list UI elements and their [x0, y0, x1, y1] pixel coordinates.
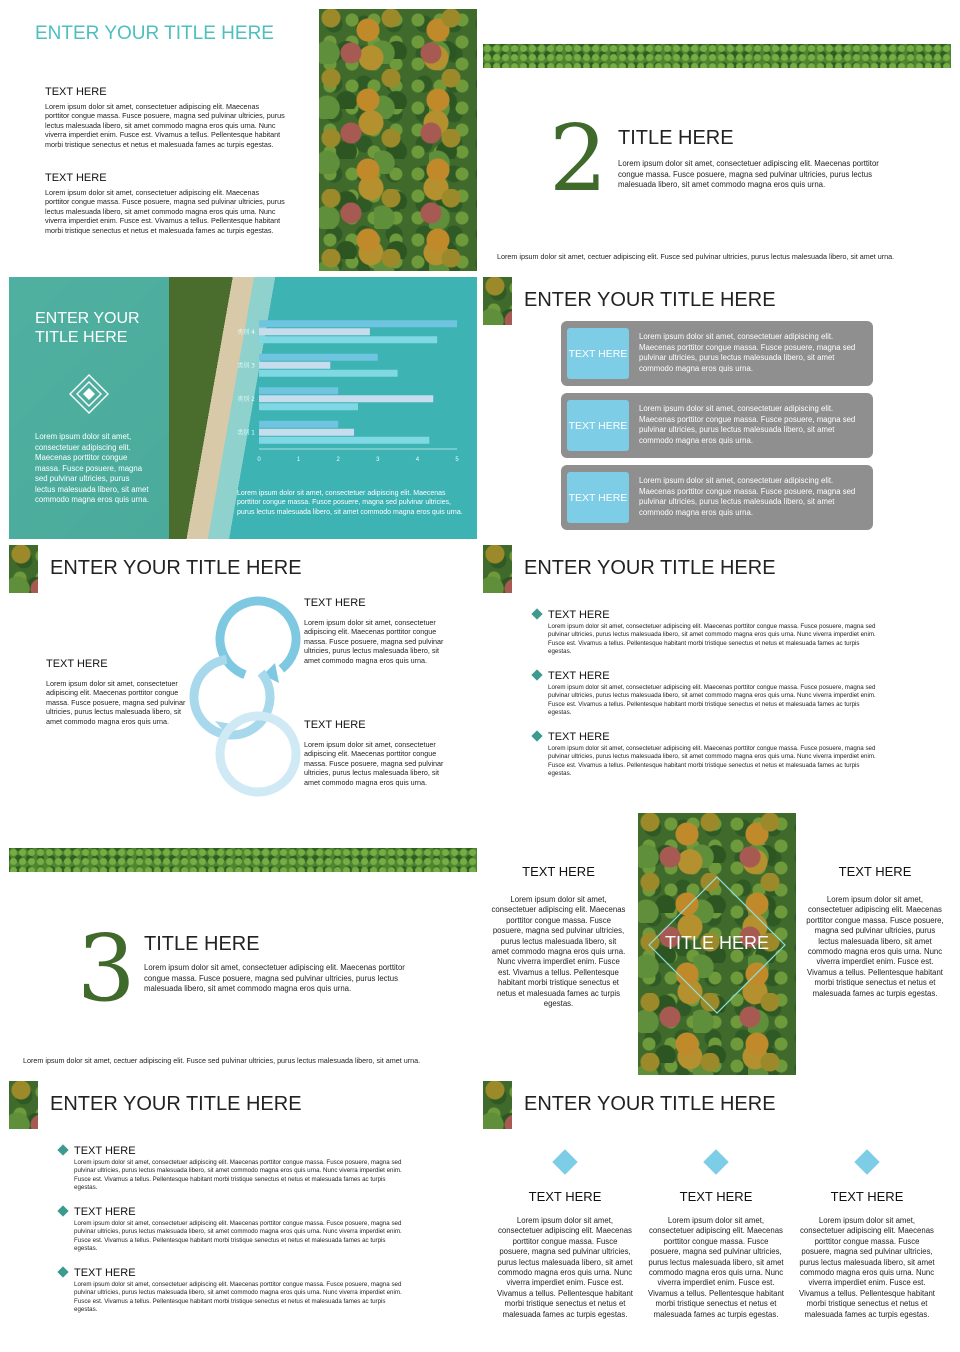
info-box-3	[561, 465, 873, 530]
bullet-item-1	[533, 609, 883, 657]
slide-7-body: Lorem ipsum dolor sit amet, consectetuer adipiscing elit. Maecenas porttitor congue massa. Fusce posuere, magna sed pulvinar ultricies, purus lectus malesuada libero, sit amet commodo magna eros quis urna.	[144, 963, 405, 993]
block-body: Lorem ipsum dolor sit amet, consectetuer adipiscing elit. Maecenas porttitor congue massa. Fusce posuere, magna sed pulvinar ultricies, purus lectus malesuada libero, sit amet commodo magna eros quis urna. Nunc viverra imperdiet enim. Fusce est. Vivamus a tellus. Pellentesque habitant morbi tristique senectus et netus et malesuada fames ac turpis egestas.	[45, 102, 285, 149]
slide-4	[483, 277, 951, 539]
chart-caption: Lorem ipsum dolor sit amet, consectetuer adipiscing elit. Maecenas porttitor congue massa. Fusce posuere, magna sed pulvinar ultricies, purus lectus malesuada libero, sit amet commodo magna eros quis urna.	[237, 490, 463, 516]
diamond-bullet-icon	[57, 1205, 68, 1216]
bar	[259, 395, 433, 402]
block-heading: TEXT HERE	[45, 86, 107, 98]
bullet-item-2	[533, 670, 883, 718]
slide-6-title: ENTER YOUR TITLE HERE	[524, 557, 776, 579]
info-box-text: Lorem ipsum dolor sit amet, consectetuer adipiscing elit. Maecenas porttitor congue massa. Fusce posuere, magna sed pulvinar ultricies, purus lectus malesuada libero, sit amet commodo magna eros quis urna.	[639, 332, 856, 373]
cycle-block-top	[304, 597, 444, 665]
column-body: Lorem ipsum dolor sit amet, consectetuer adipiscing elit. Maecenas porttitor congue massa. Fusce posuere, magna sed pulvinar ultricies, purus lectus malesuada libero, sit amet commodo magna eros quis urna. Nunc viverra imperdiet enim. Fusce est. Vivamus a tellus. Pellentesque habitant morbi tristique senectus et netus et malesuada fames ac turpis egestas.	[491, 895, 626, 1009]
x-tick-label: 2	[336, 457, 340, 463]
column-body: Lorem ipsum dolor sit amet, consectetuer adipiscing elit. Maecenas porttitor congue massa. Fusce posuere, magna sed pulvinar ultricies, purus lectus malesuada libero, sit amet commodo magna eros quis urna. Nunc viverra imperdiet enim. Fusce est. Vivamus a tellus. Pellentesque habitant morbi tristique senectus et netus et malesuada fames ac turpis egestas.	[648, 1216, 784, 1319]
info-box-text: Lorem ipsum dolor sit amet, consectetuer adipiscing elit. Maecenas porttitor congue massa. Fusce posuere, magna sed pulvinar ultricies, purus lectus malesuada libero, sit amet commodo magna eros quis urna.	[639, 404, 856, 445]
bullet-heading: TEXT HERE	[74, 1145, 136, 1157]
slide-5	[9, 545, 477, 807]
feature-column-1	[497, 1149, 633, 1320]
bar	[259, 437, 429, 444]
column-heading: TEXT HERE	[838, 864, 912, 879]
slide-4-title: ENTER YOUR TITLE HERE	[524, 289, 776, 311]
column-body: Lorem ipsum dolor sit amet, consectetuer adipiscing elit. Maecenas porttitor congue massa. Fusce posuere, magna sed pulvinar ultricies, purus lectus malesuada libero, sit amet commodo magna eros quis urna. Nunc viverra imperdiet enim. Fusce est. Vivamus a tellus. Pellentesque habitant morbi tristique senectus et netus et malesuada fames ac turpis egestas.	[806, 895, 944, 998]
bullet-heading: TEXT HERE	[74, 1267, 136, 1279]
slide-1-block-1	[45, 86, 285, 149]
bar	[259, 336, 437, 343]
block-heading: TEXT HERE	[45, 172, 107, 184]
bar-chart	[169, 277, 477, 477]
category-label: 类别 4	[237, 328, 255, 336]
slide-3-title-2: TITLE HERE	[35, 329, 128, 346]
block-heading: TEXT HERE	[304, 597, 366, 609]
block-body: Lorem ipsum dolor sit amet, consectetuer adipiscing elit. Maecenas porttitor congue massa. Fusce posuere, magna sed pulvinar ultricies, purus lectus malesuada libero, sit amet commodo magna eros quis urna.	[304, 740, 444, 787]
diamond-bullet-icon	[531, 608, 542, 619]
info-box-label: TEXT HERE	[567, 328, 629, 379]
slide-9-title: ENTER YOUR TITLE HERE	[50, 1093, 302, 1115]
slide-2	[483, 9, 951, 271]
slide-7	[9, 813, 477, 1075]
category-label: 类别 3	[237, 362, 255, 370]
forest-thumbnail	[483, 277, 512, 325]
bar	[259, 354, 378, 361]
feature-column-2	[648, 1149, 784, 1320]
bar	[259, 362, 330, 369]
column-heading: TEXT HERE	[679, 1189, 753, 1204]
slide-10-title: ENTER YOUR TITLE HERE	[524, 1093, 776, 1115]
bullet-body: Lorem ipsum dolor sit amet, consectetuer adipiscing elit. Maecenas porttitor congue massa. Fusce posuere, magna sed pulvinar ultricies, purus lectus malesuada libero, sit amet commodo magna eros quis urna. Nunc viverra imperdiet enim. Fusce est. Vivamus a tellus. Pellentesque habitant morbi tristique senectus et netus et malesuada fames ac turpis egestas.	[548, 745, 876, 778]
slide-7-footer: Lorem ipsum dolor sit amet, cectuer adipiscing elit. Fusce sed pulvinar ultricies, purus lectus malesuada libero, sit amet urna.	[23, 1056, 421, 1065]
diamond-bullet-icon	[57, 1266, 68, 1277]
bar	[259, 370, 398, 377]
slide-5-title: ENTER YOUR TITLE HERE	[50, 557, 302, 579]
bullet-body: Lorem ipsum dolor sit amet, consectetuer adipiscing elit. Maecenas porttitor congue massa. Fusce posuere, magna sed pulvinar ultricies, purus lectus malesuada libero, sit amet commodo magna eros quis urna. Nunc viverra imperdiet enim. Fusce est. Vivamus a tellus. Pellentesque habitant morbi tristique senectus et netus et malesuada fames ac turpis egestas.	[74, 1159, 402, 1192]
bar	[259, 320, 457, 327]
bullet-body: Lorem ipsum dolor sit amet, consectetuer adipiscing elit. Maecenas porttitor congue massa. Fusce posuere, magna sed pulvinar ultricies, purus lectus malesuada libero, sit amet commodo magna eros quis urna. Nunc viverra imperdiet enim. Fusce est. Vivamus a tellus. Pellentesque habitant morbi tristique senectus et netus et malesuada fames ac turpis egestas.	[548, 623, 876, 656]
forest-thumbnail	[9, 1081, 38, 1129]
forest-thumbnail	[9, 545, 38, 593]
slide-3-body: Lorem ipsum dolor sit amet, consectetuer adipiscing elit. Maecenas porttitor congue massa. Fusce posuere, magna sed pulvinar ultricies, purus lectus malesuada libero, sit amet commodo magna eros quis urna.	[35, 432, 149, 504]
section-numeral: 2	[549, 105, 608, 212]
cycle-arrows-icon	[179, 593, 309, 803]
forest-strip	[483, 44, 951, 68]
cycle-block-left	[46, 658, 186, 726]
slide-9	[9, 1081, 477, 1343]
slide-7-title: TITLE HERE	[144, 933, 260, 955]
block-heading: TEXT HERE	[304, 719, 366, 731]
column-heading: TEXT HERE	[830, 1189, 904, 1204]
side-column-right	[806, 864, 944, 999]
category-label: 类别 1	[237, 429, 255, 437]
x-tick-label: 0	[257, 457, 261, 463]
slide-3-title-1: ENTER YOUR	[35, 310, 140, 327]
section-numeral: 3	[77, 915, 136, 1022]
side-column-left	[491, 864, 626, 1009]
diamond-bullet-icon	[57, 1144, 68, 1155]
bar	[259, 403, 358, 410]
slide-2-title: TITLE HERE	[618, 127, 734, 149]
slide-6	[483, 545, 951, 807]
diamond-bullet-icon	[531, 669, 542, 680]
column-heading: TEXT HERE	[522, 864, 595, 879]
diamond-bullet-icon	[531, 730, 542, 741]
diamond-icon	[854, 1149, 879, 1174]
bar	[259, 429, 354, 436]
forest-image	[319, 9, 477, 271]
bullet-item-1	[59, 1145, 409, 1193]
slide-1-title: ENTER YOUR TITLE HERE	[35, 23, 274, 44]
center-title: TITLE HERE	[664, 933, 770, 953]
x-tick-label: 4	[415, 457, 420, 463]
forest-thumbnail	[483, 545, 512, 593]
block-heading: TEXT HERE	[46, 658, 108, 670]
info-box-2	[561, 393, 873, 458]
bullet-body: Lorem ipsum dolor sit amet, consectetuer adipiscing elit. Maecenas porttitor congue massa. Fusce posuere, magna sed pulvinar ultricies, purus lectus malesuada libero, sit amet commodo magna eros quis urna. Nunc viverra imperdiet enim. Fusce est. Vivamus a tellus. Pellentesque habitant morbi tristique senectus et netus et malesuada fames ac turpis egestas.	[74, 1220, 402, 1253]
info-box-label: TEXT HERE	[567, 472, 629, 523]
slide-1	[9, 9, 477, 271]
bar	[259, 387, 338, 394]
bar	[259, 421, 338, 428]
block-body: Lorem ipsum dolor sit amet, consectetuer adipiscing elit. Maecenas porttitor congue massa. Fusce posuere, magna sed pulvinar ultricies, purus lectus malesuada libero, sit amet commodo magna eros quis urna.	[304, 618, 444, 665]
column-heading: TEXT HERE	[528, 1189, 602, 1204]
info-box-1	[561, 321, 873, 386]
bullet-item-2	[59, 1206, 409, 1254]
category-label: 类别 2	[237, 395, 255, 403]
info-box-label: TEXT HERE	[567, 400, 629, 451]
forest-thumbnail	[483, 1081, 512, 1129]
slide-2-body: Lorem ipsum dolor sit amet, consectetuer adipiscing elit. Maecenas porttitor congue massa. Fusce posuere, magna sed pulvinar ultricies, purus lectus malesuada libero, sit amet commodo magna eros quis urna.	[618, 159, 879, 189]
block-body: Lorem ipsum dolor sit amet, consectetuer adipiscing elit. Maecenas porttitor congue massa. Fusce posuere, magna sed pulvinar ultricies, purus lectus malesuada libero, sit amet commodo magna eros quis urna.	[46, 679, 186, 726]
feature-column-3	[799, 1149, 935, 1320]
slide-2-footer: Lorem ipsum dolor sit amet, cectuer adipiscing elit. Fusce sed pulvinar ultricies, purus lectus malesuada libero, sit amet urna.	[497, 252, 895, 261]
diamond-emblem-icon	[69, 374, 109, 414]
diamond-icon	[552, 1149, 577, 1174]
slide-8	[483, 813, 951, 1075]
forest-strip	[9, 848, 477, 872]
column-body: Lorem ipsum dolor sit amet, consectetuer adipiscing elit. Maecenas porttitor congue massa. Fusce posuere, magna sed pulvinar ultricies, purus lectus malesuada libero, sit amet commodo magna eros quis urna. Nunc viverra imperdiet enim. Fusce est. Vivamus a tellus. Pellentesque habitant morbi tristique senectus et netus et malesuada fames ac turpis egestas.	[497, 1216, 633, 1319]
cycle-block-bottom	[304, 719, 444, 787]
slide-10	[483, 1081, 951, 1343]
column-body: Lorem ipsum dolor sit amet, consectetuer adipiscing elit. Maecenas porttitor congue massa. Fusce posuere, magna sed pulvinar ultricies, purus lectus malesuada libero, sit amet commodo magna eros quis urna. Nunc viverra imperdiet enim. Fusce est. Vivamus a tellus. Pellentesque habitant morbi tristique senectus et netus et malesuada fames ac turpis egestas.	[799, 1216, 935, 1319]
x-tick-label: 1	[296, 457, 301, 463]
x-tick-label: 5	[455, 457, 459, 463]
diamond-icon	[703, 1149, 728, 1174]
bullet-item-3	[59, 1267, 409, 1315]
block-body: Lorem ipsum dolor sit amet, consectetuer adipiscing elit. Maecenas porttitor congue massa. Fusce posuere, magna sed pulvinar ultricies, purus lectus malesuada libero, sit amet commodo magna eros quis urna. Nunc viverra imperdiet enim. Fusce est. Vivamus a tellus. Pellentesque habitant morbi tristique senectus et netus et malesuada fames ac turpis egestas.	[45, 188, 285, 235]
bullet-body: Lorem ipsum dolor sit amet, consectetuer adipiscing elit. Maecenas porttitor congue massa. Fusce posuere, magna sed pulvinar ultricies, purus lectus malesuada libero, sit amet commodo magna eros quis urna. Nunc viverra imperdiet enim. Fusce est. Vivamus a tellus. Pellentesque habitant morbi tristique senectus et netus et malesuada fames ac turpis egestas.	[548, 684, 876, 717]
bullet-body: Lorem ipsum dolor sit amet, consectetuer adipiscing elit. Maecenas porttitor congue massa. Fusce posuere, magna sed pulvinar ultricies, purus lectus malesuada libero, sit amet commodo magna eros quis urna. Nunc viverra imperdiet enim. Fusce est. Vivamus a tellus. Pellentesque habitant morbi tristique senectus et netus et malesuada fames ac turpis egestas.	[74, 1281, 402, 1314]
info-box-text: Lorem ipsum dolor sit amet, consectetuer adipiscing elit. Maecenas porttitor congue massa. Fusce posuere, magna sed pulvinar ultricies, purus lectus malesuada libero, sit amet commodo magna eros quis urna.	[639, 476, 856, 517]
x-tick-label: 3	[376, 457, 380, 463]
bullet-heading: TEXT HERE	[548, 670, 610, 682]
bullet-heading: TEXT HERE	[548, 731, 610, 743]
bullet-item-3	[533, 731, 883, 779]
bullet-heading: TEXT HERE	[74, 1206, 136, 1218]
slide-3	[9, 277, 477, 539]
slide-1-block-2	[45, 172, 285, 235]
bullet-heading: TEXT HERE	[548, 609, 610, 621]
bar	[259, 328, 370, 335]
